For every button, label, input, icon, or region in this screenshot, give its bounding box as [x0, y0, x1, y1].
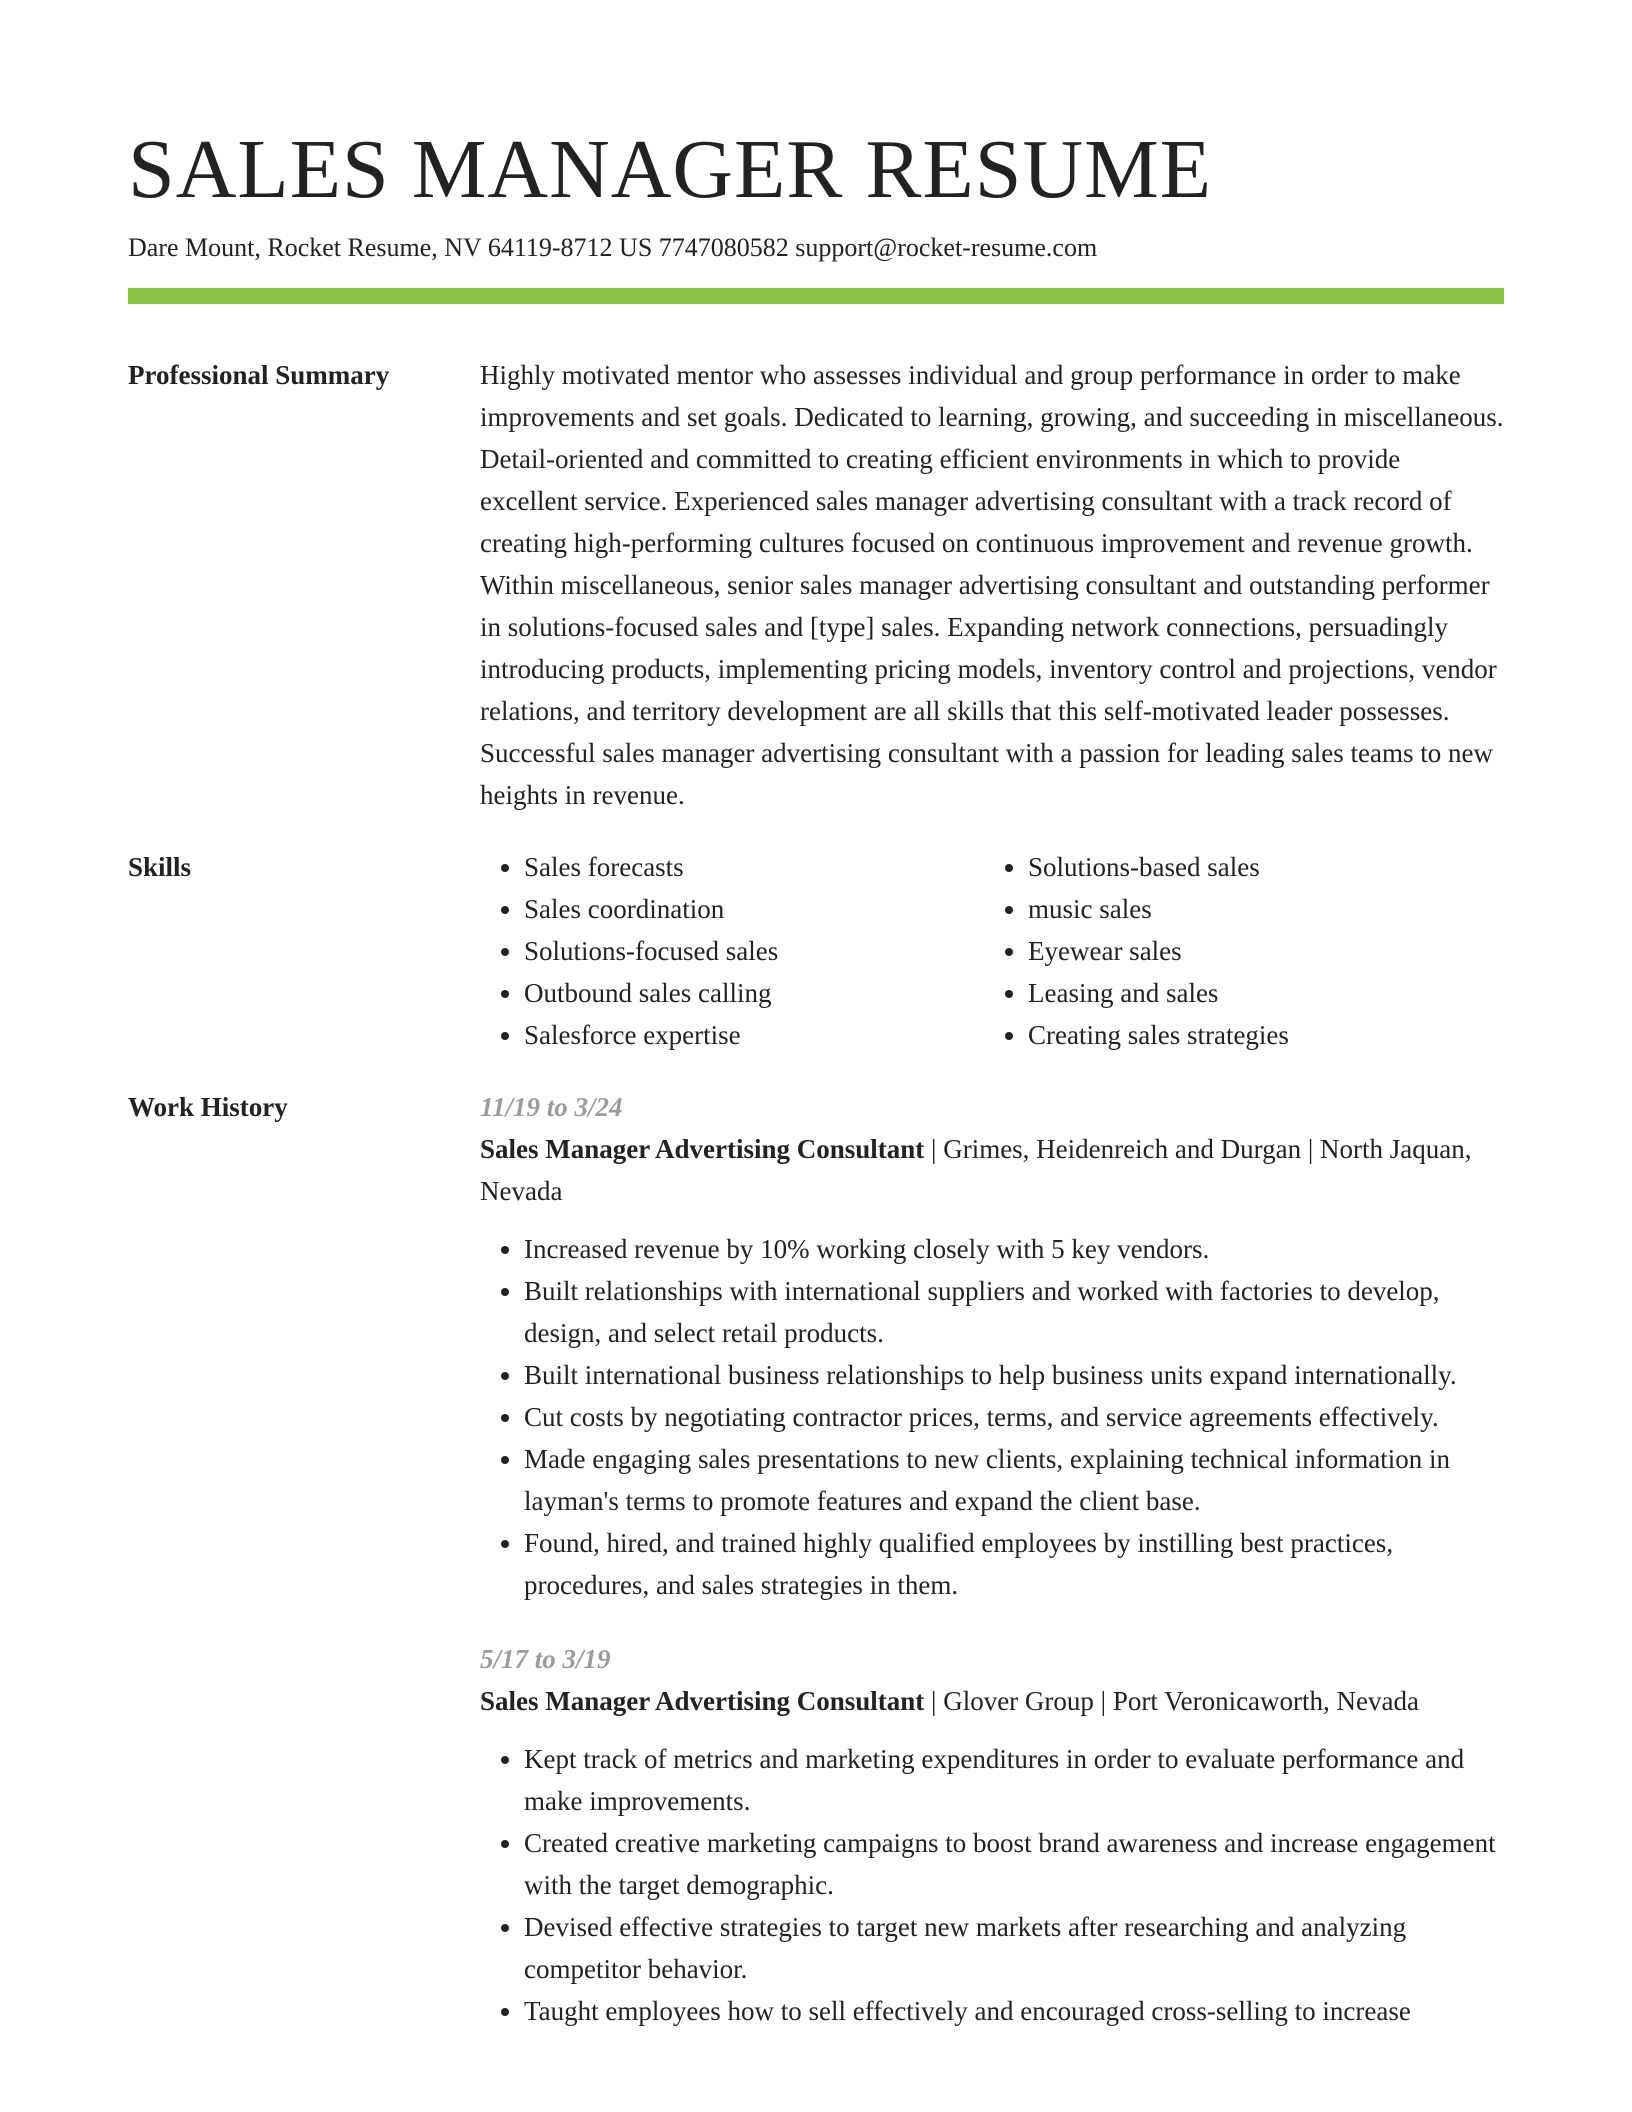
job-bullet: • Cut costs by negotiating contractor prices, terms, and service agreements effectively. — [524, 1396, 1504, 1438]
work-history-body — [480, 1086, 1504, 2032]
skill-item: • Sales coordination — [524, 888, 984, 930]
job-bullet: • Made engaging sales presentations to new clients, explaining technical information in layman's terms to promote features and expand the client base. — [524, 1438, 1504, 1522]
job-entry — [480, 1638, 1504, 2032]
job-bullet: • Built international business relationships to help business units expand internationally. — [524, 1354, 1504, 1396]
job-bullet: • Kept track of metrics and marketing expenditures in order to evaluate performance and make improvements. — [524, 1738, 1504, 1822]
contact-line: Dare Mount, Rocket Resume, NV 64119-8712 US 7747080582 support@rocket-resume.com — [128, 233, 1098, 262]
skill-item: • Solutions-focused sales — [524, 930, 984, 972]
skills-list-right — [984, 846, 1488, 1056]
job-bullet-list — [480, 1738, 1504, 2032]
professional-summary-section — [128, 354, 1504, 816]
job-bullet: • Created creative marketing campaigns to boost brand awareness and increase engagement with the target demographic. — [524, 1822, 1504, 1906]
job-role: Sales Manager Advertising Consultant — [480, 1686, 925, 1716]
skill-item: • Leasing and sales — [1028, 972, 1488, 1014]
work-history-section — [128, 1086, 1504, 2032]
job-role: Sales Manager Advertising Consultant — [480, 1134, 925, 1164]
skills-section — [128, 846, 1504, 1056]
summary-text: Highly motivated mentor who assesses individual and group performance in order to make improvements and set goals. Dedicated to learning, growing, and succeeding in miscellaneous. Detail-oriented and committed to creating efficient environments in which to provide excellent service. Experienced sales manager advertising consultant with a track record of creating high-performing cultures focused on continuous improvement and revenue growth. Within miscellaneous, senior sales manager advertising consultant and outstanding performer in solutions-focused sales and [type] sales. Expanding network connections, persuadingly introducing products, implementing pricing models, inventory control and projections, vendor relations, and territory development are all skills that this self-motivated leader possesses. Successful sales manager advertising consultant with a passion for leading sales teams to new heights in revenue. — [480, 360, 1504, 810]
job-employer-location: | Glover Group | Port Veronicaworth, Nevada — [924, 1686, 1419, 1716]
header-divider — [128, 288, 1504, 304]
skills-list-left — [480, 846, 984, 1056]
page-title: SALES MANAGER RESUME — [128, 123, 1213, 216]
skill-item: • Sales forecasts — [524, 846, 984, 888]
skills-columns — [480, 846, 1504, 1056]
job-bullet: • Increased revenue by 10% working closely with 5 key vendors. — [524, 1228, 1504, 1270]
skill-item: • Outbound sales calling — [524, 972, 984, 1014]
skill-item: • Salesforce expertise — [524, 1014, 984, 1056]
skill-item: • Solutions-based sales — [1028, 846, 1488, 888]
section-label: Professional Summary — [128, 360, 390, 390]
job-title-line — [480, 1680, 1504, 1722]
job-bullet-list — [480, 1228, 1504, 1606]
job-title-line — [480, 1128, 1504, 1212]
job-employer-location: | Grimes, Heidenreich and Durgan | North Jaquan, Nevada — [480, 1134, 1472, 1206]
section-label: Skills — [128, 852, 192, 882]
skill-item: • Creating sales strategies — [1028, 1014, 1488, 1056]
job-bullet: • Devised effective strategies to target new markets after researching and analyzing competitor behavior. — [524, 1906, 1504, 1990]
job-bullet: • Found, hired, and trained highly qualified employees by instilling best practices, procedures, and sales strategies in them. — [524, 1522, 1504, 1606]
resume-page — [128, 0, 1504, 2032]
job-dates: 5/17 to 3/19 — [480, 1644, 611, 1674]
job-bullet: • Taught employees how to sell effectively and encouraged cross-selling to increase — [524, 1990, 1504, 2032]
skill-item: • Eyewear sales — [1028, 930, 1488, 972]
skill-item: • music sales — [1028, 888, 1488, 930]
job-entry — [480, 1086, 1504, 1606]
section-label: Work History — [128, 1092, 288, 1122]
job-bullet: • Built relationships with international suppliers and worked with factories to develop, design, and select retail products. — [524, 1270, 1504, 1354]
job-dates: 11/19 to 3/24 — [480, 1092, 623, 1122]
